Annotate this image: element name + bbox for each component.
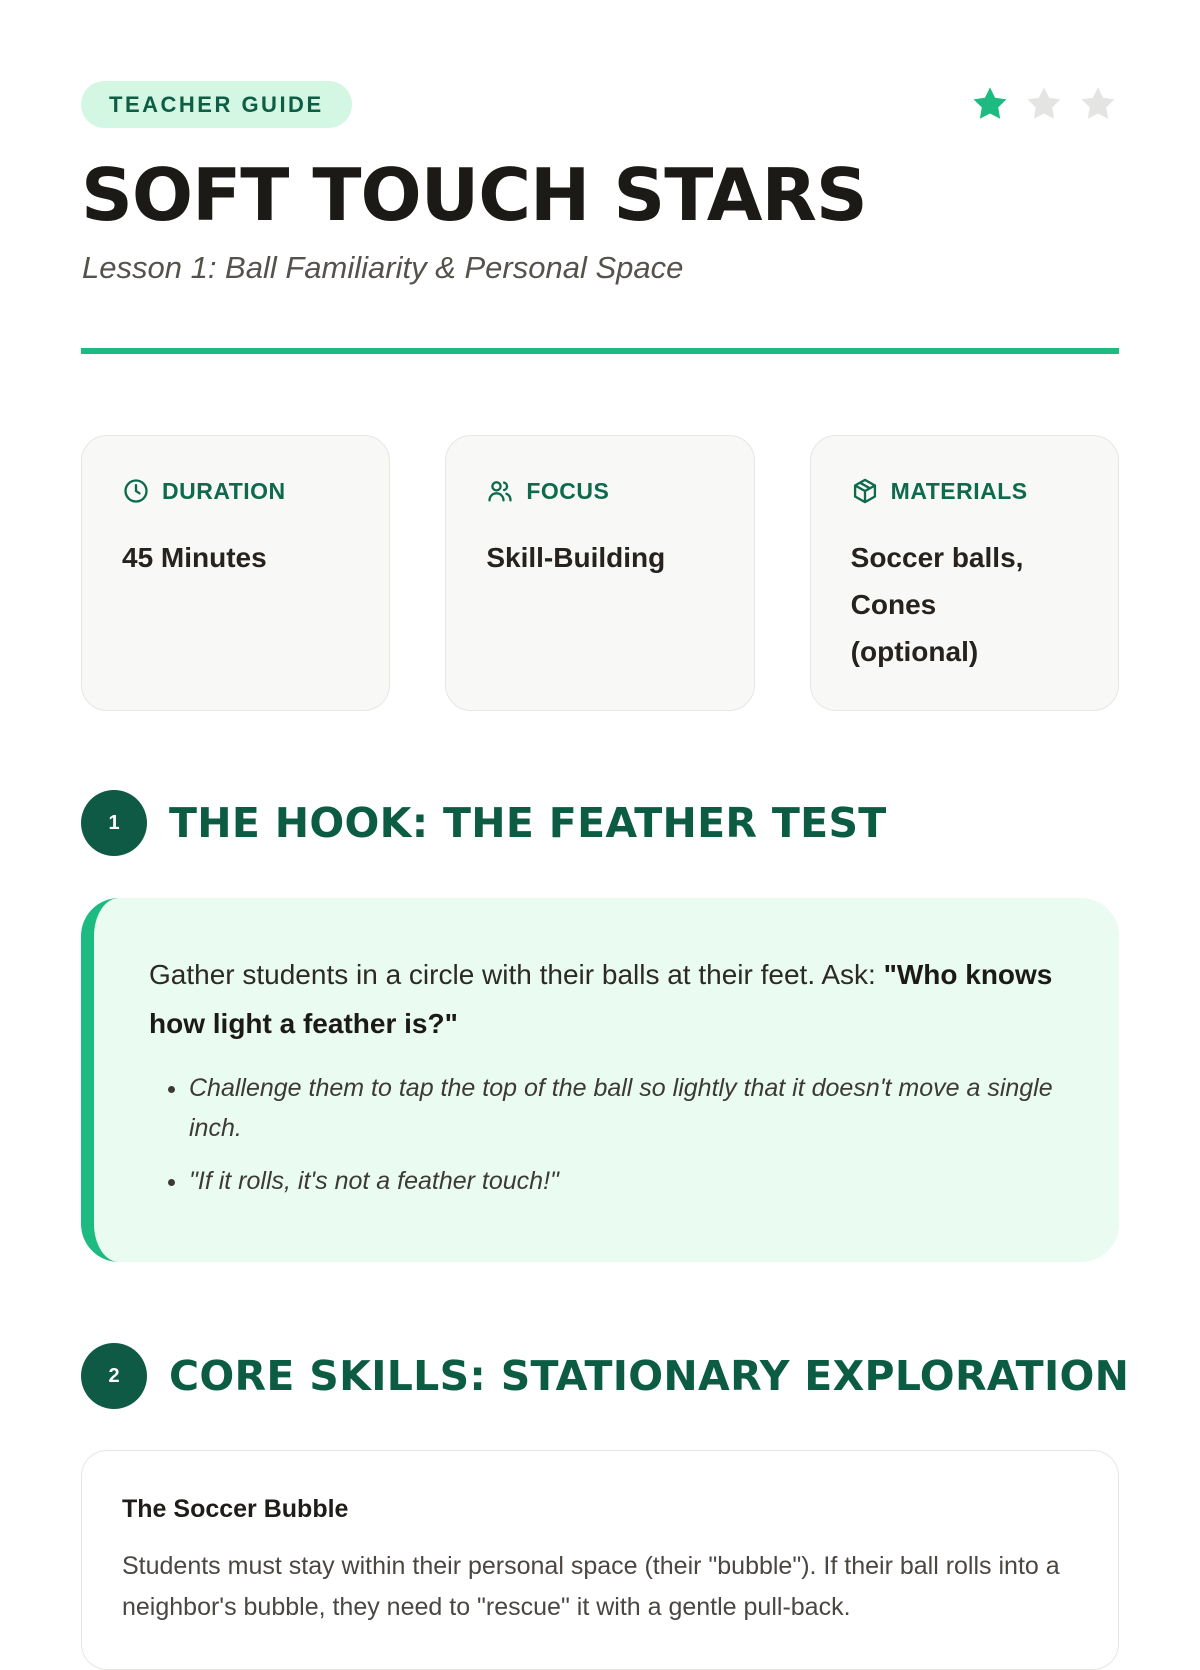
page-subtitle: Lesson 1: Ball Familiarity & Personal Space <box>82 250 684 285</box>
list-item: • "If it rolls, it's not a feather touch!" <box>189 1161 1064 1201</box>
info-card-materials <box>810 435 1119 711</box>
skill-title: The Soccer Bubble <box>122 1495 349 1523</box>
header-bar <box>81 81 1119 128</box>
info-cards <box>81 435 1119 711</box>
users-icon <box>486 477 514 505</box>
card-value: Skill-Building <box>486 542 666 573</box>
skill-card-soccer-bubble <box>81 1450 1119 1670</box>
hook-bullets <box>149 1068 1064 1201</box>
section-heading-hook <box>81 790 887 856</box>
card-value: Soccer balls, Cones (optional) <box>850 542 1024 667</box>
page-title: SOFT TOUCH STARS <box>81 153 867 237</box>
section-heading-core-skills <box>81 1343 1129 1409</box>
star-empty-icon <box>1023 83 1065 125</box>
teacher-guide-badge: TEACHER GUIDE <box>81 81 352 128</box>
hook-question: "Who knows how light a feather is?" <box>149 959 1053 1039</box>
skill-description: Students must stay within their personal space (their "bubble"). If their ball rolls into a neighbor's bubble, they need to "rescue" it with a gentle pull-back. <box>122 1552 1060 1621</box>
difficulty-rating <box>969 83 1119 125</box>
hook-callout <box>81 898 1119 1262</box>
clock-icon <box>122 477 150 505</box>
section-title: THE HOOK: THE FEATHER TEST <box>169 799 887 847</box>
info-card-duration <box>81 435 390 711</box>
section-number: 2 <box>81 1343 147 1409</box>
star-filled-icon <box>969 83 1011 125</box>
card-label: FOCUS <box>526 477 610 504</box>
info-card-focus <box>445 435 754 711</box>
card-value: 45 Minutes <box>122 542 267 573</box>
box-icon <box>851 477 879 505</box>
title-divider <box>81 348 1119 354</box>
section-title: CORE SKILLS: STATIONARY EXPLORATION <box>169 1352 1130 1400</box>
list-item: • Challenge them to tap the top of the ball so lightly that it doesn't move a single inch. <box>189 1068 1064 1148</box>
card-label: MATERIALS <box>890 477 1028 504</box>
section-number: 1 <box>81 790 147 856</box>
hook-intro: Gather students in a circle with their balls at their feet. Ask: "Who knows how light a feather is?" <box>149 959 1053 1039</box>
star-empty-icon <box>1077 83 1119 125</box>
card-label: DURATION <box>162 477 286 504</box>
